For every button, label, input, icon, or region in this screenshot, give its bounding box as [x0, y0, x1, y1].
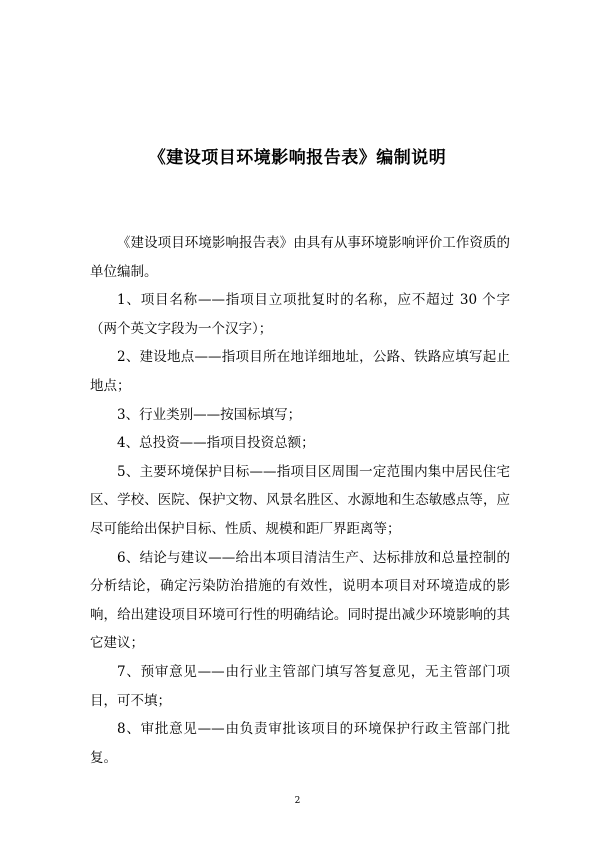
document-body — [90, 229, 510, 772]
item-preliminary-review: 7、预审意见——由行业主管部门填写答复意见，无主管部门项目，可不填； — [90, 663, 510, 709]
item-construction-site: 2、建设地点——指项目所在地详细地址，公路、铁路应填写起止地点； — [90, 349, 510, 394]
item-total-investment: 4、总投资——指项目投资总额； — [117, 435, 315, 452]
intro-paragraph: 《建设项目环境影响报告表》由具有从事环境影响评价工作资质的单位编制。 — [90, 235, 510, 280]
item-project-name: 1、项目名称——指项目立项批复时的名称，应不超过 30 个字（两个英文字段为一个汉字）； — [90, 292, 510, 337]
document-title: 《建设项目环境影响报告表》编制说明 — [148, 148, 447, 168]
item-industry-category: 3、行业类别——按国标填写； — [117, 406, 302, 423]
item-approval-opinion: 8、审批意见——由负责审批该项目的环境保护行政主管部门批复。 — [90, 721, 510, 766]
page-number: 2 — [294, 796, 301, 806]
item-protection-targets: 5、主要环境保护目标——指项目区周围一定范围内集中居民住宅区、学校、医院、保护文物、风景名胜区、水源地和生态敏感点等，应尽可能给出保护目标、性质、规模和距厂界距离等； — [90, 463, 510, 537]
item-conclusions: 6、结论与建议——给出本项目清洁生产、达标排放和总量控制的分析结论，确定污染防治措施的有效性，说明本项目对环境造成的影响，给出建设项目环境可行性的明确结论。同时提出减少环境影响的其它建议； — [90, 549, 510, 652]
